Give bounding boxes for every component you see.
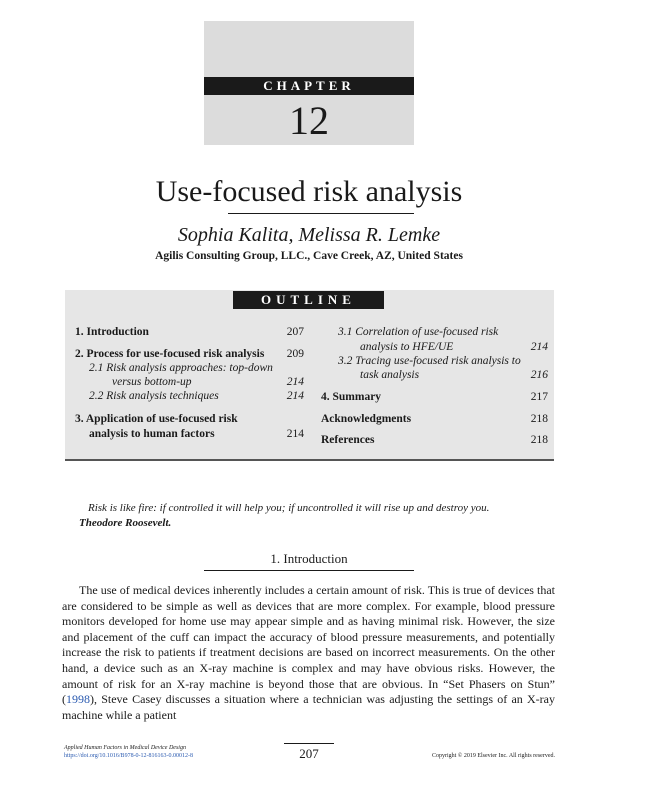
page-number: 207: [299, 746, 319, 761]
footer-doi-link[interactable]: https://doi.org/10.1016/B978-0-12-816163-0.00012-8: [64, 753, 194, 759]
citation-link[interactable]: 1998: [66, 692, 90, 707]
outline-page: 207: [286, 326, 304, 338]
body-text: The use of medical devices inherently includes a certain amount of risk. This is true of devices that are considered to be simple as well as devices that are more complex. For example, blood pressure monitors developed for home use may appear simple and as having minimal risk. However, the size and placement of the cuff can impact the accuracy of blood pressure measurements, and potentially increase the risk to patients if treatment decisions are based on incorrect measurements. On the other hand, a device such as an X-ray machine is complex and may have obvious risks. However, the amount of risk for an X-ray machine is beyond those that are obvious. In “Set Phasers on Stun” (: [62, 583, 555, 707]
outline-item[interactable]: 2. Process for use-focused risk analysis: [75, 348, 265, 360]
outline-item[interactable]: 2.1 Risk analysis approaches: top-down: [89, 362, 273, 374]
outline-page: 218: [530, 413, 548, 425]
outline-page: 209: [286, 348, 304, 360]
body-text: ), Steve Casey discusses a situation where a technician was adjusting the settings of an X-ray machine while a patient: [62, 692, 555, 722]
section-heading: 1. Introduction: [270, 551, 348, 566]
outline-item[interactable]: 1. Introduction: [75, 326, 149, 338]
affiliation: Agilis Consulting Group, LLC., Cave Creek, AZ, United States: [155, 250, 463, 262]
outline-label: OUTLINE: [233, 291, 384, 309]
outline-page: 217: [530, 391, 548, 403]
outline-item[interactable]: 4. Summary: [321, 391, 382, 403]
epigraph-author: Theodore Roosevelt.: [79, 517, 172, 529]
outline-item[interactable]: analysis to HFE/UE: [360, 341, 454, 353]
outline-item[interactable]: 3. Application of use-focused risk: [75, 413, 238, 425]
footer-divider: [284, 743, 334, 744]
outline-item[interactable]: References: [321, 434, 375, 446]
body-paragraph: [62, 583, 555, 723]
outline-item[interactable]: Acknowledgments: [321, 413, 412, 425]
authors: Sophia Kalita, Melissa R. Lemke: [177, 224, 441, 246]
outline-page: 216: [530, 369, 548, 381]
outline-item[interactable]: 3.1 Correlation of use-focused risk: [338, 326, 499, 338]
epigraph-quote: Risk is like fire: if controlled it will help you; if uncontrolled it will rise up and destroy you.: [88, 502, 490, 514]
outline-item[interactable]: versus bottom-up: [112, 376, 192, 388]
chapter-label: CHAPTER: [204, 77, 414, 95]
outline-page: 214: [286, 390, 304, 402]
outline-page: 218: [530, 434, 548, 446]
outline-item[interactable]: 3.2 Tracing use-focused risk analysis to: [338, 355, 521, 367]
outline-page: 214: [286, 428, 304, 440]
outline-page: 214: [530, 341, 548, 353]
title-divider: [228, 213, 414, 214]
footer-copyright: Copyright © 2019 Elsevier Inc. All rights reserved.: [431, 753, 555, 759]
outline-item[interactable]: 2.2 Risk analysis techniques: [89, 390, 219, 402]
outline-item[interactable]: task analysis: [360, 369, 420, 381]
chapter-title: Use-focused risk analysis: [155, 175, 463, 208]
section-divider: [204, 570, 414, 571]
footer-book-title: Applied Human Factors in Medical Device Design: [64, 745, 186, 751]
outline-item[interactable]: analysis to human factors: [89, 428, 215, 440]
outline-page: 214: [286, 376, 304, 388]
chapter-number: 12: [289, 98, 329, 143]
